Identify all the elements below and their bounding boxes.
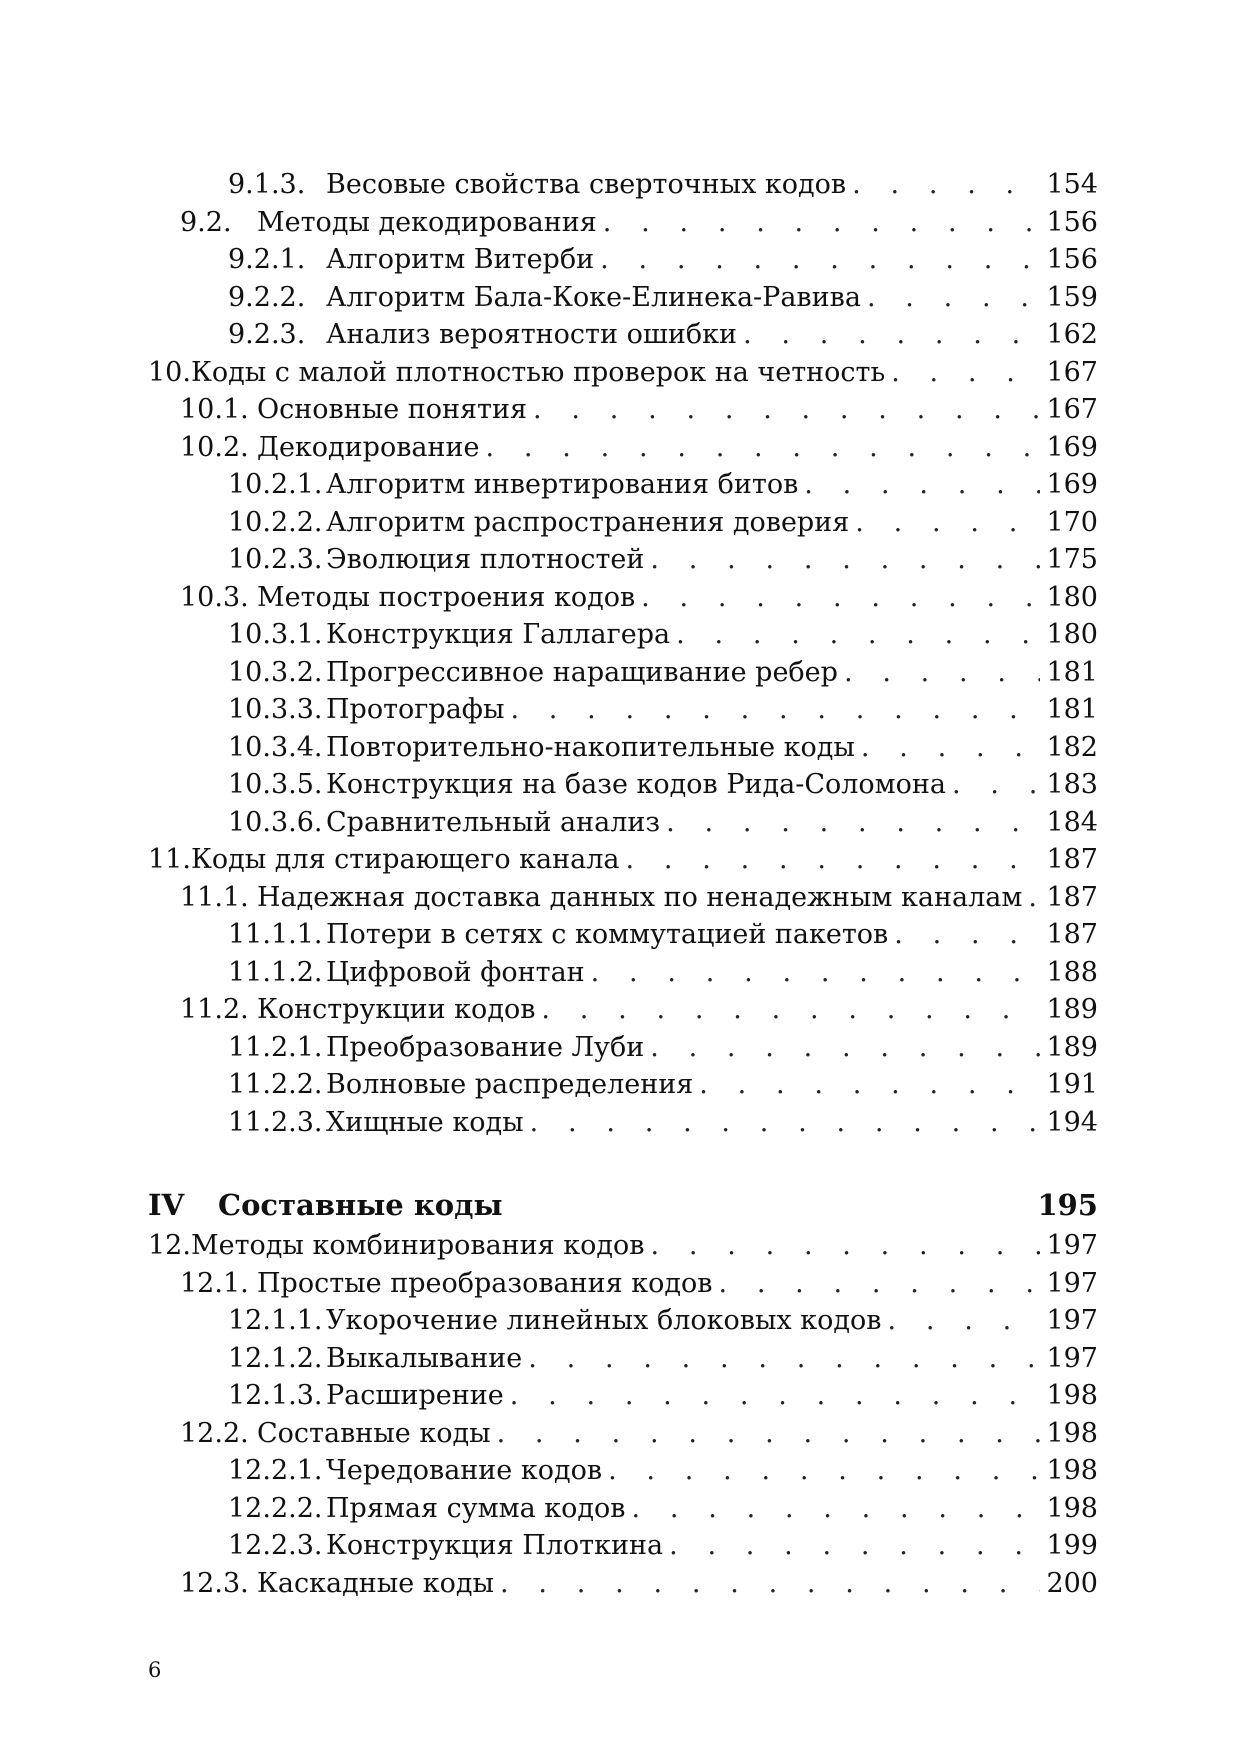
- entry-title: 11.Коды для стирающего канала: [148, 841, 626, 879]
- page-number: 6: [148, 1658, 162, 1682]
- toc-entry[interactable]: [148, 504, 1098, 542]
- entry-number: 11.2.3.: [228, 1106, 323, 1138]
- entry-title: Алгоритм Бала-Коке-Елинека-Равива: [326, 279, 867, 317]
- entry-number: 11.2.2.: [228, 1069, 323, 1100]
- dot-leader: [510, 1377, 1040, 1415]
- entry-title: Укорочение линейных блоковых кодов: [326, 1302, 887, 1340]
- entry-page: 167: [1040, 354, 1098, 392]
- entry-number: 12.1.1.: [228, 1305, 323, 1336]
- entry-number: 12.1.2.: [228, 1342, 323, 1374]
- dot-leader: [650, 1029, 1040, 1067]
- toc-entry[interactable]: [148, 991, 1098, 1029]
- entry-number: 12.2.1.: [228, 1455, 323, 1486]
- toc-entry[interactable]: [148, 654, 1098, 692]
- toc-entry[interactable]: [148, 1104, 1098, 1142]
- toc-entry[interactable]: [148, 916, 1098, 954]
- part-title: Составные коды: [218, 1187, 509, 1225]
- toc-part-heading[interactable]: [148, 1187, 1098, 1227]
- toc-entry[interactable]: [148, 1377, 1098, 1415]
- entry-page: 170: [1040, 504, 1098, 542]
- entry-title: 10.Коды с малой плотностью проверок на четность: [148, 354, 891, 392]
- entry-title: Выкалывание: [326, 1340, 528, 1378]
- entry-page: 159: [1040, 279, 1098, 317]
- toc-entry[interactable]: [148, 579, 1098, 617]
- entry-page: 198: [1040, 1490, 1098, 1528]
- entry-title: Методы построения кодов: [257, 579, 641, 617]
- entry-page: 184: [1040, 804, 1098, 842]
- entry-page: 189: [1040, 1029, 1098, 1067]
- toc-entry[interactable]: [148, 616, 1098, 654]
- entry-title: Прямая сумма кодов: [326, 1490, 631, 1528]
- part-number: IV: [148, 1188, 185, 1222]
- entry-title: Волновые распределения: [326, 1066, 699, 1104]
- entry-number: 10.3.: [180, 581, 249, 613]
- dot-leader: [804, 466, 1040, 504]
- toc-entry[interactable]: [148, 316, 1098, 354]
- entry-page: 169: [1040, 466, 1098, 504]
- entry-number: 10.1.: [180, 394, 249, 425]
- entry-number: 10.3.2.: [228, 656, 323, 688]
- dot-leader: [510, 691, 1040, 729]
- entry-number: 10.3.6.: [228, 806, 323, 838]
- entry-title: Конструкция на базе кодов Рида-Соломона: [326, 766, 952, 804]
- entry-number: 12.1.3.: [228, 1380, 323, 1411]
- toc-entry[interactable]: [148, 1415, 1098, 1453]
- dot-leader: [533, 391, 1040, 429]
- dot-leader: [887, 1302, 1040, 1340]
- entry-number: 9.2.1.: [228, 244, 306, 275]
- toc-entry[interactable]: [148, 879, 1098, 917]
- entry-title: Простые преобразования кодов: [257, 1265, 718, 1303]
- dot-leader: [608, 1452, 1040, 1490]
- entry-number: 10.2.3.: [228, 544, 323, 575]
- entry-title: 12.Методы комбинирования кодов: [148, 1227, 650, 1265]
- entry-number: 11.1.: [180, 881, 249, 913]
- entry-page: 197: [1040, 1302, 1098, 1340]
- entry-page: 162: [1040, 316, 1098, 354]
- dot-leader: [600, 241, 1040, 279]
- entry-title: Декодирование: [257, 429, 486, 467]
- entry-page: 181: [1040, 654, 1098, 692]
- toc-entry[interactable]: [148, 1527, 1098, 1565]
- dot-leader: [852, 166, 1040, 204]
- entry-page: 198: [1040, 1415, 1098, 1453]
- entry-number: 10.3.3.: [228, 694, 323, 725]
- entry-title: Конструкции кодов: [257, 991, 541, 1029]
- dot-leader: [650, 1227, 1040, 1265]
- entry-number: 10.2.: [180, 431, 249, 463]
- entry-title: Чередование кодов: [326, 1452, 608, 1490]
- toc-entry[interactable]: [148, 1265, 1098, 1303]
- entry-title: Алгоритм Витерби: [326, 241, 600, 279]
- entry-title: Прогрессивное наращивание ребер: [326, 654, 844, 692]
- dot-leader: [666, 804, 1040, 842]
- entry-page: 181: [1040, 691, 1098, 729]
- dot-leader: [676, 616, 1040, 654]
- entry-page: 198: [1040, 1377, 1098, 1415]
- dot-leader: [603, 204, 1040, 242]
- entry-title: Составные коды: [257, 1415, 497, 1453]
- entry-title: Сравнительный анализ: [326, 804, 666, 842]
- toc-entry[interactable]: [148, 804, 1098, 842]
- dot-leader: [743, 316, 1040, 354]
- toc-entry[interactable]: [148, 1340, 1098, 1378]
- entry-number: 9.2.3.: [228, 319, 306, 350]
- dot-leader: [861, 729, 1040, 767]
- entry-title: Каскадные коды: [257, 1565, 500, 1603]
- dot-leader: [867, 279, 1040, 317]
- entry-page: 197: [1040, 1227, 1098, 1265]
- entry-title: Цифровой фонтан: [326, 954, 591, 992]
- dot-leader: [497, 1415, 1040, 1453]
- dot-leader: [894, 916, 1040, 954]
- entry-title: Расширение: [326, 1377, 510, 1415]
- entry-page: 200: [1040, 1565, 1098, 1603]
- toc-entry[interactable]: [148, 1490, 1098, 1528]
- toc-entry[interactable]: [148, 354, 1098, 392]
- entry-number: 12.3.: [180, 1567, 249, 1599]
- entry-title: Конструкция Галлагера: [326, 616, 676, 654]
- toc-entry[interactable]: [148, 391, 1098, 429]
- entry-title: Анализ вероятности ошибки: [326, 316, 743, 354]
- dot-leader: [486, 429, 1041, 467]
- toc-entry[interactable]: [148, 729, 1098, 767]
- entry-title: Основные понятия: [257, 391, 533, 429]
- dot-leader: [1028, 879, 1040, 917]
- toc-entry[interactable]: [148, 429, 1098, 467]
- entry-title: Преобразование Луби: [326, 1029, 650, 1067]
- entry-number: 10.3.1.: [228, 619, 323, 650]
- entry-number: 10.2.1.: [228, 469, 323, 500]
- entry-page: 175: [1040, 541, 1098, 579]
- entry-page: 183: [1040, 766, 1098, 804]
- entry-title: Хищные коды: [326, 1104, 530, 1142]
- entry-page: 198: [1040, 1452, 1098, 1490]
- entry-page: 156: [1040, 241, 1098, 279]
- toc-entry[interactable]: [148, 166, 1098, 204]
- entry-number: 11.2.1.: [228, 1031, 323, 1063]
- toc-entry[interactable]: [148, 1565, 1098, 1603]
- entry-page: 189: [1040, 991, 1098, 1029]
- toc-entry[interactable]: [148, 466, 1098, 504]
- toc-entry[interactable]: [148, 1302, 1098, 1340]
- entry-number: 9.1.3.: [228, 169, 306, 200]
- toc-entry[interactable]: [148, 541, 1098, 579]
- entry-page: 182: [1040, 729, 1098, 767]
- toc-entry[interactable]: [148, 954, 1098, 992]
- entry-page: 197: [1040, 1265, 1098, 1303]
- entry-page: 187: [1040, 879, 1098, 917]
- entry-title: Эволюция плотностей: [326, 541, 650, 579]
- entry-title: Алгоритм инвертирования битов: [326, 466, 804, 504]
- entry-page: 180: [1040, 579, 1098, 617]
- dot-leader: [891, 354, 1040, 392]
- entry-page: 167: [1040, 391, 1098, 429]
- toc-entry[interactable]: [148, 241, 1098, 279]
- entry-page: 199: [1040, 1527, 1098, 1565]
- entry-page: 197: [1040, 1340, 1098, 1378]
- entry-number: 11.1.2.: [228, 956, 323, 988]
- dot-leader: [500, 1565, 1040, 1603]
- entry-title: Методы декодирования: [257, 204, 603, 242]
- entry-page: 191: [1040, 1066, 1098, 1104]
- toc-entry[interactable]: [148, 1066, 1098, 1104]
- entry-number: 11.1.1.: [228, 919, 323, 950]
- entry-page: 180: [1040, 616, 1098, 654]
- entry-number: 12.2.: [180, 1417, 249, 1449]
- entry-page: 154: [1040, 166, 1098, 204]
- dot-leader: [530, 1104, 1040, 1142]
- entry-page: 156: [1040, 204, 1098, 242]
- entry-title: Весовые свойства сверточных кодов: [326, 166, 852, 204]
- entry-number: 10.3.4.: [228, 731, 323, 763]
- dot-leader: [952, 766, 1040, 804]
- entry-title: Надежная доставка данных по ненадежным каналам: [257, 879, 1028, 917]
- entry-number: 11.2.: [180, 994, 249, 1025]
- dot-leader: [541, 991, 1040, 1029]
- entry-page: 188: [1040, 954, 1098, 992]
- entry-title: Потери в сетях с коммутацией пакетов: [326, 916, 894, 954]
- toc-entry[interactable]: [148, 841, 1098, 879]
- toc-entry[interactable]: [148, 204, 1098, 242]
- toc-entry[interactable]: [148, 279, 1098, 317]
- entry-page: 187: [1040, 841, 1098, 879]
- entry-number: 9.2.: [180, 206, 232, 238]
- entry-title: Алгоритм распространения доверия: [326, 504, 855, 542]
- entry-number: 9.2.2.: [228, 281, 306, 313]
- dot-leader: [699, 1066, 1040, 1104]
- entry-number: 12.1.: [180, 1267, 249, 1299]
- entry-number: 10.2.2.: [228, 506, 323, 538]
- dot-leader: [669, 1527, 1040, 1565]
- toc-entry[interactable]: [148, 1029, 1098, 1067]
- toc-list-main: [148, 166, 1098, 1141]
- entry-page: 169: [1040, 429, 1098, 467]
- entry-title: Конструкция Плоткина: [326, 1527, 669, 1565]
- entry-page: 187: [1040, 916, 1098, 954]
- dot-leader: [591, 954, 1040, 992]
- toc-entry[interactable]: [148, 1227, 1098, 1265]
- dot-leader: [855, 504, 1040, 542]
- dot-leader: [641, 579, 1040, 617]
- entry-title: Протографы: [326, 691, 510, 729]
- dot-leader: [718, 1265, 1040, 1303]
- entry-page: 194: [1040, 1104, 1098, 1142]
- toc-entry[interactable]: [148, 691, 1098, 729]
- entry-title: Повторительно-накопительные коды: [326, 729, 861, 767]
- toc-list-part-iv: [148, 1227, 1098, 1602]
- table-of-contents: [148, 166, 1098, 1602]
- dot-leader: [528, 1340, 1040, 1378]
- entry-number: 12.2.3.: [228, 1530, 323, 1561]
- toc-entry[interactable]: [148, 766, 1098, 804]
- entry-number: 10.3.5.: [228, 769, 323, 800]
- part-page: 195: [1022, 1187, 1098, 1225]
- entry-number: 12.2.2.: [228, 1492, 323, 1524]
- dot-leader: [650, 541, 1040, 579]
- dot-leader: [844, 654, 1040, 692]
- toc-entry[interactable]: [148, 1452, 1098, 1490]
- dot-leader: [631, 1490, 1040, 1528]
- dot-leader: [626, 841, 1041, 879]
